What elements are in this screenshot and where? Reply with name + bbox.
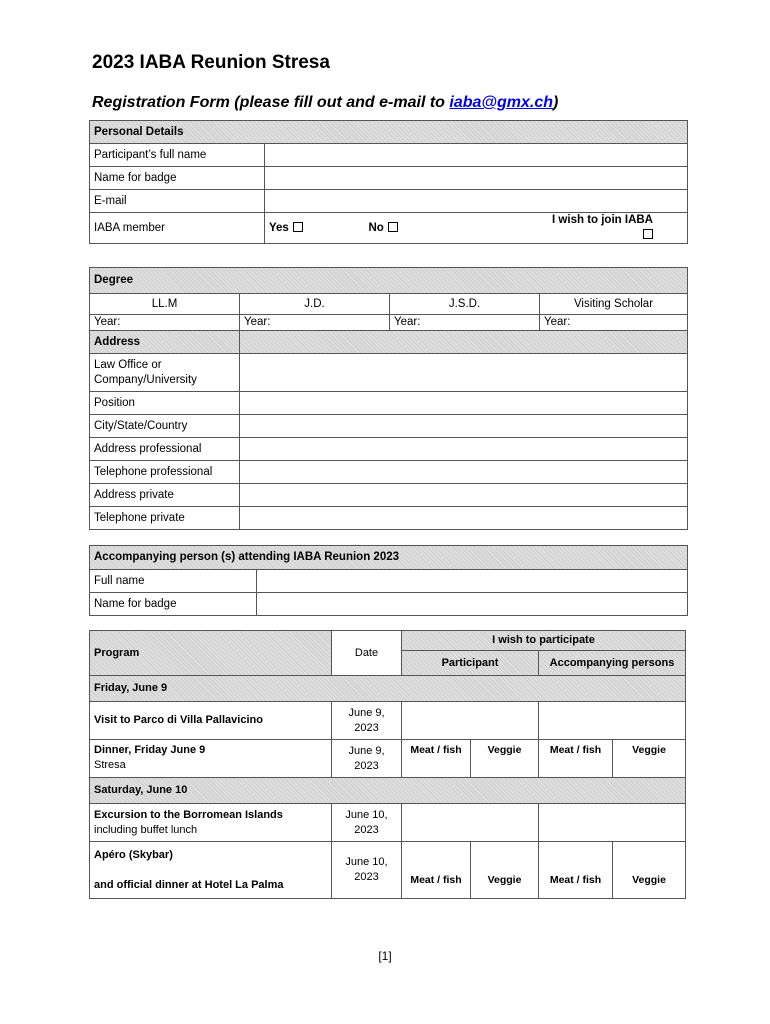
year-jd[interactable]: Year: (240, 315, 390, 331)
program-item: Excursion to the Borromean Islands (94, 808, 283, 821)
address-field[interactable] (240, 484, 688, 507)
col-participant: Participant (402, 651, 539, 676)
degree-visiting: Visiting Scholar (540, 294, 688, 315)
meat-option[interactable]: Meat / fish (402, 740, 471, 778)
veggie-option[interactable]: Veggie (471, 740, 539, 778)
form-subtitle (92, 94, 558, 112)
col-participate: I wish to participate (402, 631, 686, 651)
address-label: Position (90, 392, 240, 415)
degree-jsd: J.S.D. (390, 294, 540, 315)
email-label: E-mail (90, 190, 265, 213)
address-field[interactable] (240, 438, 688, 461)
program-date: June 9, 2023 (332, 740, 402, 778)
accompanying-cell[interactable] (539, 804, 686, 842)
address-field[interactable] (240, 507, 688, 530)
yes-checkbox[interactable] (293, 222, 303, 232)
badge-name-label: Name for badge (90, 167, 265, 190)
accompanying-header: Accompanying person (s) attending IABA Reunion 2023 (90, 546, 688, 570)
program-item-sub: including buffet lunch (94, 823, 198, 836)
badge-name-field[interactable] (265, 167, 688, 190)
day-friday: Friday, June 9 (90, 676, 686, 702)
col-program: Program (90, 631, 332, 676)
program-item: Visit to Parco di Villa Pallavicino (90, 702, 332, 740)
veggie-option[interactable]: Veggie (471, 842, 539, 899)
program-date: June 10, 2023 (332, 842, 402, 899)
degree-jd: J.D. (240, 294, 390, 315)
accompanying-name-field[interactable] (257, 570, 688, 593)
year-llm[interactable]: Year: (90, 315, 240, 331)
veggie-option[interactable]: Veggie (613, 740, 686, 778)
subtitle-prefix: Registration Form (please fill out and e-mail to (92, 94, 450, 111)
accompanying-table (89, 545, 688, 616)
join-iaba-label: I wish to join IABA (552, 214, 653, 226)
program-item-sub: Stresa (94, 759, 126, 771)
accompanying-badge-field[interactable] (257, 593, 688, 616)
meat-option[interactable]: Meat / fish (539, 740, 613, 778)
address-header: Address (90, 331, 240, 354)
program-date: June 10, 2023 (332, 804, 402, 842)
email-field[interactable] (265, 190, 688, 213)
full-name-field[interactable] (265, 144, 688, 167)
degree-header: Degree (90, 268, 688, 294)
iaba-member-label: IABA member (90, 213, 265, 244)
address-field[interactable] (240, 354, 688, 392)
veggie-option[interactable]: Veggie (613, 842, 686, 899)
participant-cell[interactable] (402, 702, 539, 740)
program-date: June 9, 2023 (332, 702, 402, 740)
address-label: Address private (90, 484, 240, 507)
address-field[interactable] (240, 461, 688, 484)
address-field[interactable] (240, 392, 688, 415)
address-label: Telephone private (90, 507, 240, 530)
address-label: Telephone professional (90, 461, 240, 484)
no-checkbox[interactable] (388, 222, 398, 232)
degree-address-table (89, 267, 688, 530)
email-link[interactable]: iaba@gmx.ch (449, 94, 554, 111)
program-item-sub: and official dinner at Hotel La Palma (94, 879, 284, 891)
day-saturday: Saturday, June 10 (90, 778, 686, 804)
program-table (89, 630, 686, 899)
join-iaba-checkbox[interactable] (643, 229, 653, 239)
year-visiting[interactable]: Year: (540, 315, 688, 331)
accompanying-label: Name for badge (90, 593, 257, 616)
meat-option[interactable]: Meat / fish (402, 842, 471, 899)
address-label: City/State/Country (90, 415, 240, 438)
no-label: No (368, 221, 384, 234)
degree-llm: LL.M (90, 294, 240, 315)
program-item: Apéro (Skybar) (94, 849, 173, 861)
subtitle-suffix: ) (553, 94, 559, 111)
yes-label: Yes (269, 221, 289, 234)
year-jsd[interactable]: Year: (390, 315, 540, 331)
address-label: Law Office or Company/University (90, 354, 240, 392)
personal-details-table (89, 120, 688, 244)
full-name-label: Participant’s full name (90, 144, 265, 167)
meat-option[interactable]: Meat / fish (539, 842, 613, 899)
personal-details-header: Personal Details (90, 121, 688, 144)
col-date: Date (332, 631, 402, 676)
address-label: Address professional (90, 438, 240, 461)
accompanying-label: Full name (90, 570, 257, 593)
col-accompanying: Accompanying persons (539, 651, 686, 676)
address-field[interactable] (240, 415, 688, 438)
program-item: Dinner, Friday June 9 (94, 744, 206, 756)
participant-cell[interactable] (402, 804, 539, 842)
page-number: [1] (378, 949, 392, 963)
page-title: 2023 IABA Reunion Stresa (92, 52, 330, 73)
accompanying-cell[interactable] (539, 702, 686, 740)
